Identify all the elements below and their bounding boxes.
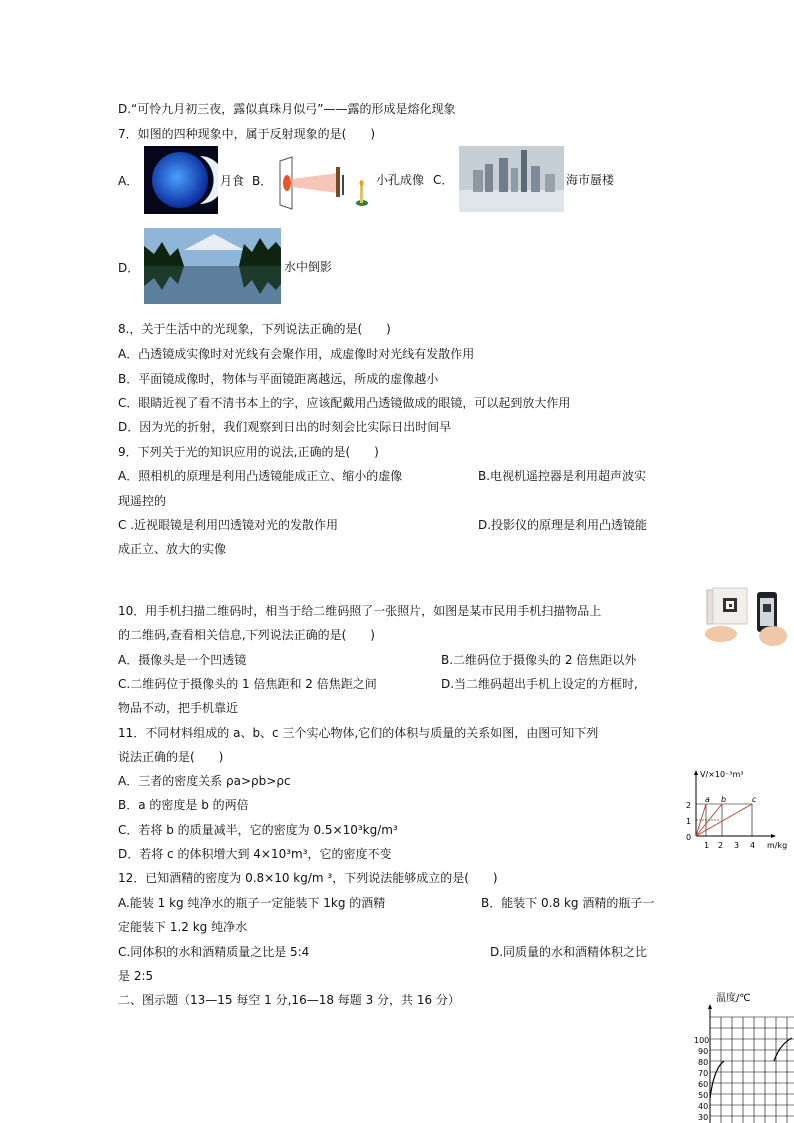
phone-scan-qr-image	[703, 584, 789, 648]
q12-option-b: B．能装下 0.8 kg 酒精的瓶子一	[481, 896, 655, 910]
q9-option-d: D.投影仪的原理是利用凸透镜能	[478, 518, 648, 532]
q11-stem-line2: 说法正确的是( )	[118, 750, 224, 764]
q12-option-b-cont: 定能装下 1.2 kg 纯净水	[118, 920, 248, 934]
temp-tick-70: 70	[698, 1069, 709, 1078]
temp-tick-90: 90	[698, 1047, 709, 1056]
q11-option-b: B．a 的密度是 b 的两倍	[118, 798, 249, 812]
y-tick-0: 0	[686, 833, 692, 842]
q12-stem: 12．已知酒精的密度为 0.8×10 kg/m ³，下列说法能够成立的是( )	[118, 871, 498, 885]
q10-option-a: A．摄像头是一个凹透镜	[118, 653, 247, 667]
lunar-eclipse-image	[144, 146, 218, 214]
q9-option-d-cont: 成正立、放大的实像	[118, 542, 227, 556]
q11-option-d: D．若将 c 的体积增大到 4×10³m³，它的密度不变	[118, 847, 392, 861]
q8-option-c: C．眼睛近视了看不清书本上的字，应该配戴用凸透镜做成的眼镜，可以起到放大作用	[118, 396, 571, 410]
pinhole-imaging-image	[276, 155, 372, 211]
q8-option-b: B．平面镜成像时，物体与平面镜距离越远，所成的虚像越小	[118, 372, 439, 386]
y-tick-1: 1	[686, 817, 692, 826]
temp-tick-100: 100	[694, 1036, 710, 1045]
q9-option-a: A．照相机的原理是利用凸透镜能成正立、缩小的虚像	[118, 469, 403, 483]
q7-d-text: 水中倒影	[284, 260, 333, 274]
y-axis-label: V/×10⁻³m³	[700, 770, 744, 779]
x-tick-2: 2	[718, 841, 724, 850]
temp-tick-40: 40	[698, 1102, 709, 1111]
q9-stem: 9．下列关于光的知识应用的说法,正确的是( )	[118, 445, 379, 459]
q12-option-d-cont: 是 2:5	[118, 969, 154, 983]
x-axis-label: m/kg	[767, 841, 788, 850]
section-2-heading: 二、图示题（13—15 每空 1 分,16—18 每题 3 分，共 16 分）	[118, 993, 460, 1007]
q10-stem-line2: 的二维码,查看相关信息,下列说法正确的是( )	[118, 628, 375, 642]
x-tick-4: 4	[750, 841, 756, 850]
water-reflection-image	[144, 228, 281, 304]
volume-mass-chart	[682, 768, 792, 852]
q10-option-d: D.当二维码超出手机上设定的方框时,	[441, 677, 638, 691]
series-b-label: b	[721, 795, 727, 804]
q12-option-a: A.能装 1 kg 纯净水的瓶子一定能装下 1kg 的酒精	[118, 896, 386, 910]
temp-tick-60: 60	[698, 1080, 709, 1089]
q8-stem: 8.，关于生活中的光现象，下列说法正确的是( )	[118, 322, 391, 336]
q7-a-letter: A．	[118, 174, 139, 188]
q11-stem-line1: 11．不同材料组成的 a、b、c 三个实心物体,它们的体积与质量的关系如图，由图可知下列	[118, 726, 599, 740]
q11-option-a: A．三者的密度关系 ρa>ρb>ρc	[118, 774, 291, 788]
series-a-label: a	[705, 795, 710, 804]
q8-option-d: D．因为光的折射，我们观察到日出的时刻会比实际日出时间早	[118, 420, 452, 434]
q9-option-b: B.电视机遥控器是利用超声波实	[478, 469, 647, 483]
y-tick-2: 2	[686, 801, 692, 810]
q9-option-b-cont: 现遥控的	[118, 494, 167, 508]
temp-curve-2	[774, 1038, 792, 1061]
q11-option-c: C．若将 b 的质量减半，它的密度为 0.5×10³kg/m³	[118, 823, 398, 837]
q7-c-text: 海市蜃楼	[566, 173, 615, 187]
q7-b-letter: B．	[252, 174, 273, 188]
x-tick-1: 1	[704, 841, 710, 850]
temp-tick-80: 80	[698, 1058, 709, 1067]
q7-stem: 7．如图的四种现象中，属于反射现象的是( )	[118, 127, 375, 141]
q7-c-letter: C．	[433, 173, 454, 187]
q10-option-c: C.二维码位于摄像头的 1 倍焦距和 2 倍焦距之间	[118, 677, 377, 691]
q12-option-c: C.同体积的水和酒精质量之比是 5:4	[118, 945, 310, 959]
q10-option-d-cont: 物品不动，把手机靠近	[118, 701, 239, 715]
q7-b-text: 小孔成像	[376, 173, 425, 187]
q8-option-a: A．凸透镜成实像时对光线有会聚作用，成虚像时对光线有发散作用	[118, 347, 475, 361]
series-c-label: c	[752, 795, 757, 804]
temperature-chart	[694, 988, 794, 1123]
q7-d-letter: D．	[118, 261, 140, 275]
q12-option-d: D.同质量的水和酒精体积之比	[490, 945, 648, 959]
q7-a-text: 月食	[220, 174, 245, 188]
temp-tick-50: 50	[698, 1091, 709, 1100]
temp-tick-30: 30	[698, 1113, 709, 1122]
q10-option-b: B.二维码位于摄像头的 2 倍焦距以外	[441, 653, 637, 667]
mirage-image	[459, 146, 564, 212]
q9-option-c: C .近视眼镜是利用凹透镜对光的发散作用	[118, 518, 339, 532]
q6-option-d: D.“可怜九月初三夜，露似真珠月似弓”——露的形成是熔化现象	[118, 102, 456, 116]
temperature-axis-label: 温度/℃	[716, 993, 751, 1004]
temp-curve-1	[710, 1061, 724, 1098]
x-tick-3: 3	[734, 841, 740, 850]
q10-stem-line1: 10．用手机扫描二维码时，相当于给二维码照了一张照片，如图是某市民用手机扫描物品上	[118, 604, 602, 618]
